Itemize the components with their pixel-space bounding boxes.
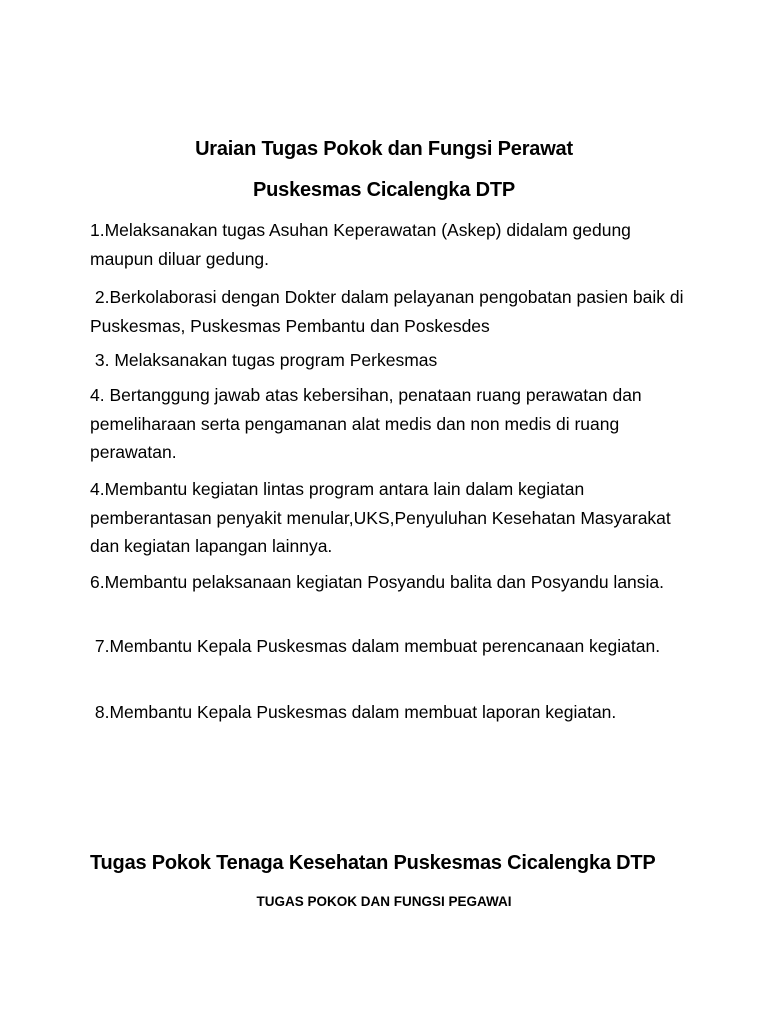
document-subtitle: Puskesmas Cicalengka DTP bbox=[253, 179, 515, 201]
section-title: Tugas Pokok Tenaga Kesehatan Puskesmas Cicalengka DTP bbox=[90, 852, 656, 874]
list-item: 4.Membantu kegiatan lintas program antara lain dalam kegiatan pemberantasan penyakit menular,UKS,Penyuluhan Kesehatan Masyarakat dan kegiatan lapangan lainnya. bbox=[90, 479, 671, 556]
section-subheading: TUGAS POKOK DAN FUNGSI PEGAWAI bbox=[256, 894, 512, 909]
list-item: 6.Membantu pelaksanaan kegiatan Posyandu balita dan Posyandu lansia. bbox=[90, 572, 665, 592]
list-item: 2.Berkolaborasi dengan Dokter dalam pelayanan pengobatan pasien baik di Puskesmas, Puskesmas Pembantu dan Poskesdes bbox=[90, 287, 689, 336]
list-item: 3. Melaksanakan tugas program Perkesmas bbox=[90, 350, 438, 370]
document-title: Uraian Tugas Pokok dan Fungsi Perawat bbox=[195, 138, 573, 160]
list-item: 7.Membantu Kepala Puskesmas dalam membuat perencanaan kegiatan. bbox=[90, 636, 661, 656]
list-item: 1.Melaksanakan tugas Asuhan Keperawatan (Askep) didalam gedung maupun diluar gedung. bbox=[90, 220, 631, 269]
list-item: 4. Bertanggung jawab atas kebersihan, penataan ruang perawatan dan pemeliharaan serta pengamanan alat medis dan non medis di ruang perawatan. bbox=[90, 385, 642, 462]
list-item: 8.Membantu Kepala Puskesmas dalam membuat laporan kegiatan. bbox=[90, 702, 617, 722]
